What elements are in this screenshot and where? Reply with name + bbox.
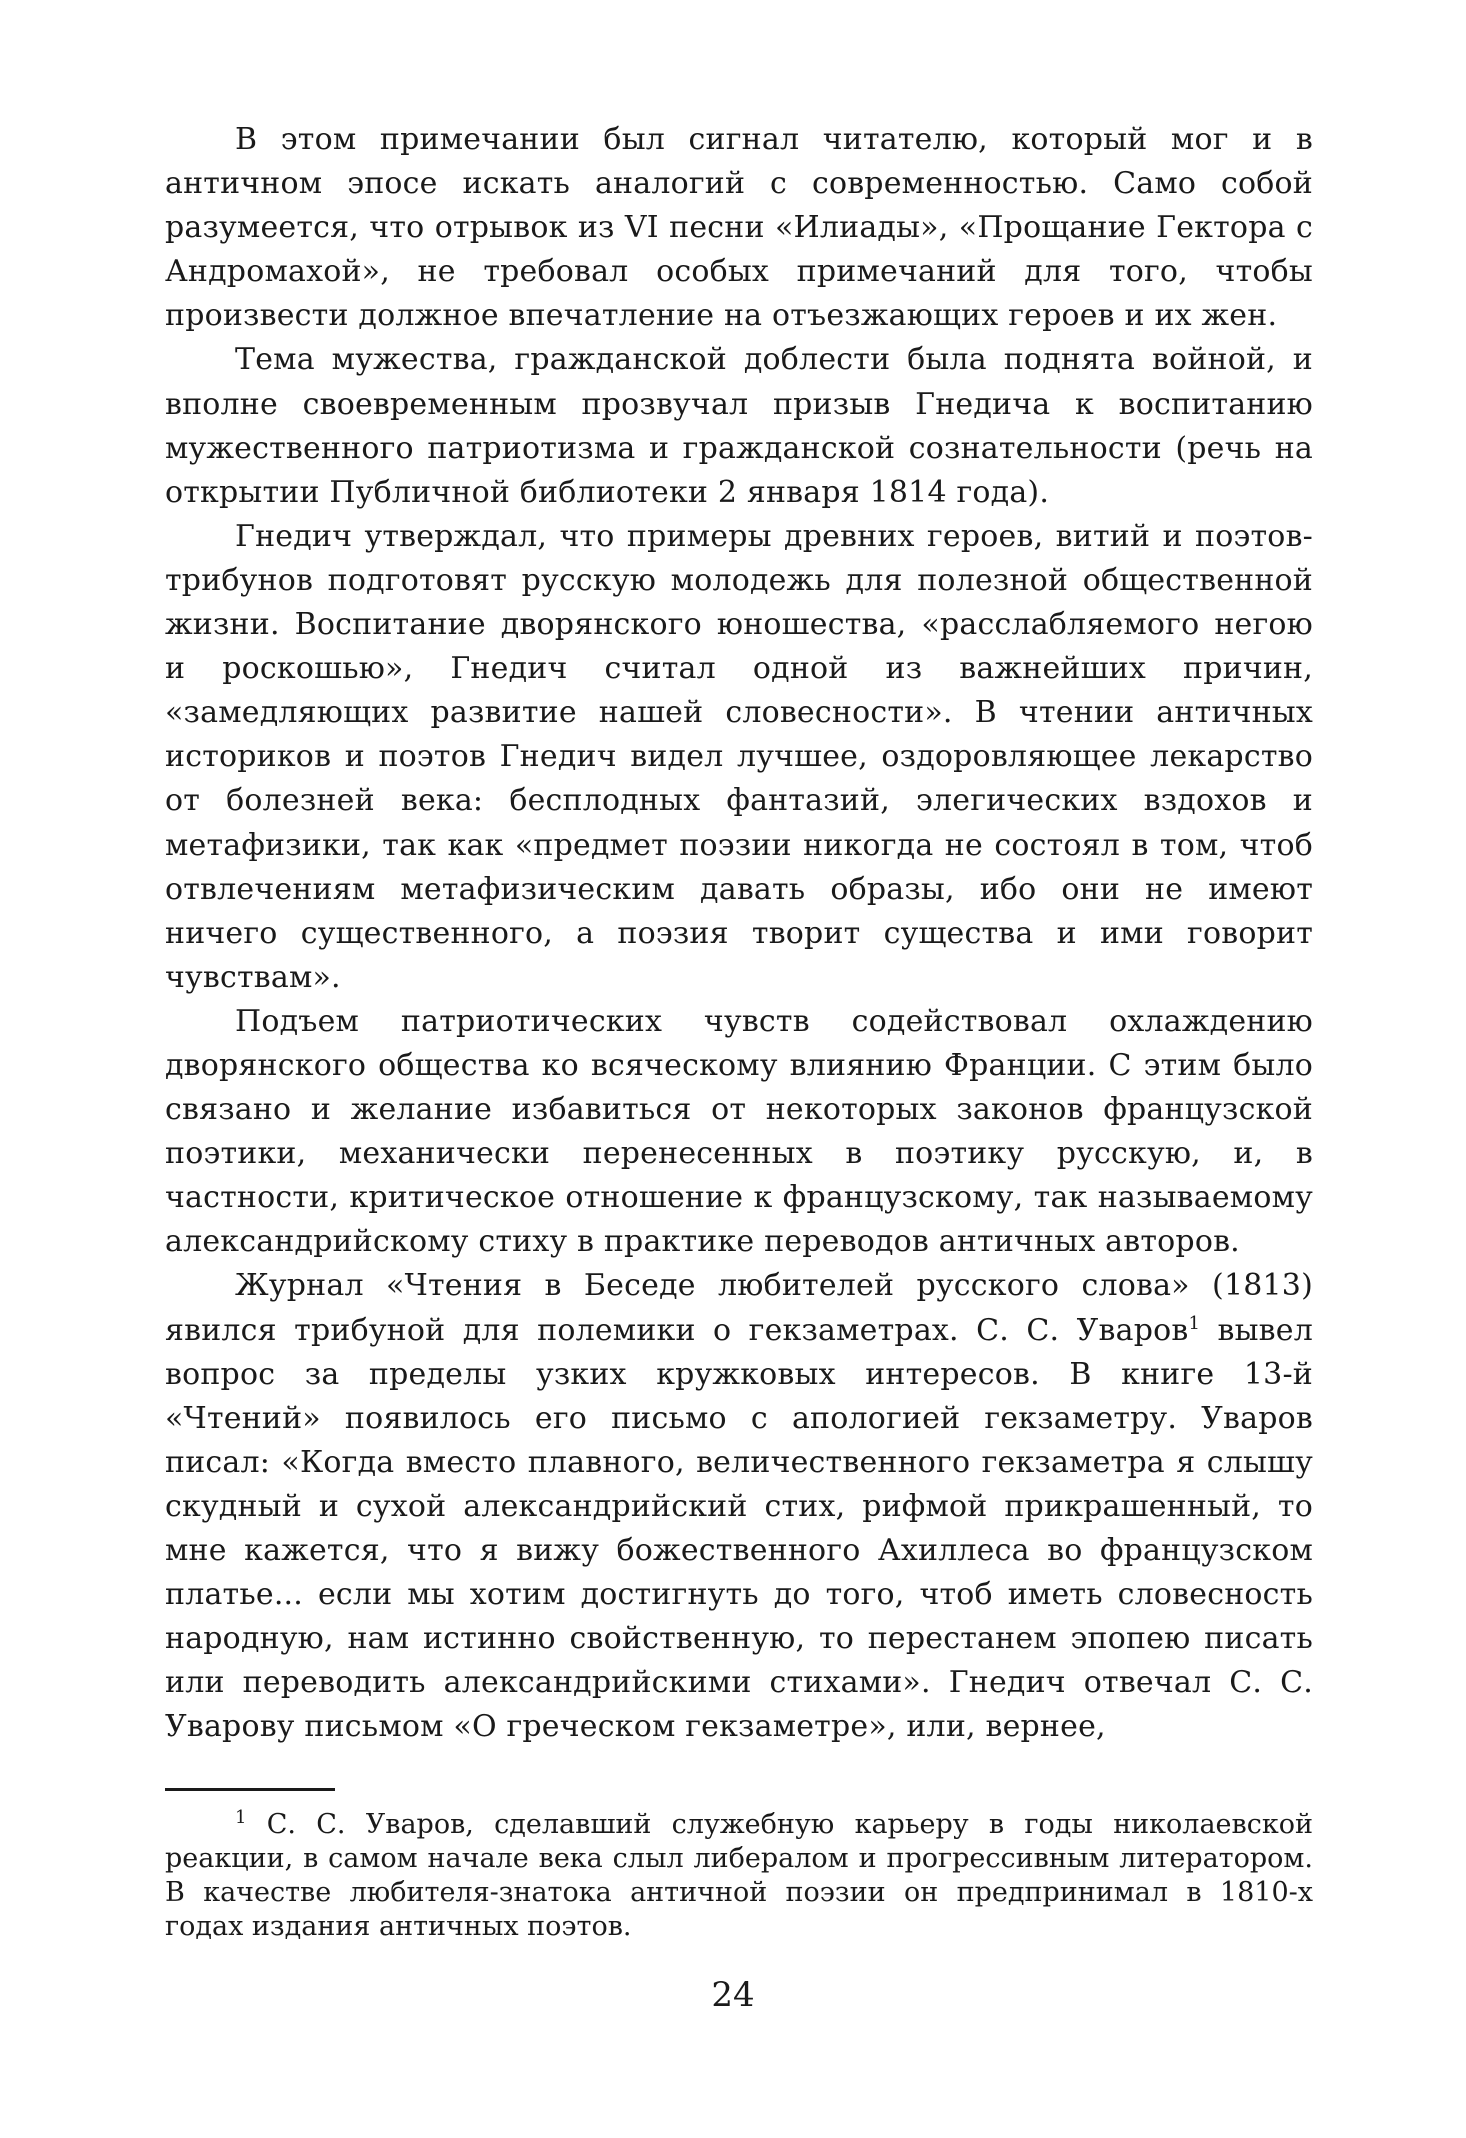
paragraph-5-start: Журнал «Чтения в Беседе любителей русского слова» (1813) явился трибуной для полемики о гекзаметрах. С. С. Уваров [165, 1268, 1313, 1348]
footnote-separator [165, 1788, 335, 1791]
footnote-reference[interactable]: 1 [1188, 1312, 1201, 1334]
paragraph-2: Тема мужества, гражданской доблести была поднята войной, и вполне своевременным прозвучал призыв Гнедича к воспитанию мужественного патриотизма и гражданской сознательности (речь на открытии Публичной библиотеки 2 января 1814 года). [165, 342, 1313, 510]
footnote-mark: 1 [235, 1807, 247, 1828]
paragraph-5 [165, 1264, 1313, 1749]
paragraph-4: Подъем патриотических чувств содействовал охлаждению дворянского общества ко всяческому влиянию Франции. С этим было связано и желание избавиться от некоторых законов французской поэтики, механически перенесенных в поэтику русскую, и, в частности, критическое отношение к французскому, так называемому александрийскому стиху в практике переводов античных авторов. [165, 1003, 1313, 1260]
footnote [165, 1808, 1313, 1944]
footnote-text: С. С. Уваров, сделавший служебную карьеру в годы николаевской реакции, в самом начале века слыл либералом и прогрессивным литератором. В качестве любителя-знатока античной поэзии он предпринимал в 1810-х годах издания античных поэтов. [165, 1809, 1313, 1942]
paragraph-1: В этом примечании был сигнал читателю, который мог и в античном эпосе искать аналогий с современностью. Само собой разумеется, что отрывок из VI песни «Илиады», «Прощание Гектора с Андромахой», не требовал особых примечаний для того, чтобы произвести должное впечатление на отъезжающих героев и их жен. [165, 122, 1313, 334]
main-text [165, 118, 1313, 1749]
paragraph-3: Гнедич утверждал, что примеры древних героев, витий и поэтов-трибунов подготовят русскую молодежь для полезной общественной жизни. Воспитание дворянского юношества, «расслабляемого негою и роскошью», Гнедич считал одной из важнейших причин, «замедляющих развитие нашей словесности». В чтении античных историков и поэтов Гнедич видел лучшее, оздоровляющее лекарство от болезней века: бесплодных фантазий, элегических вздохов и метафизики, так как «предмет поэзии никогда не состоял в том, чтоб отвлечениям метафизическим давать образы, ибо они не имеют ничего существенного, а поэзия творит существа и ими говорит чувствам». [165, 518, 1313, 995]
page-number: 24 [711, 1975, 755, 2015]
paragraph-5-end: вывел вопрос за пределы узких кружковых интересов. В книге 13-й «Чтений» появилось его письмо с апологией гекзаметру. Уваров писал: «Когда вместо плавного, величественного гекзаметра я слышу скудный и сухой александрийский стих, рифмой прикрашенный, то мне кажется, что я вижу божественного Ахиллеса во французском платье... если мы хотим достигнуть до того, чтоб иметь словесность народную, нам истинно свойственную, то перестанем эпопею писать или переводить александрийскими стихами». Гнедич отвечал С. С. Уварову письмом «О греческом гекзаметре», или, вернее, [165, 1312, 1313, 1745]
